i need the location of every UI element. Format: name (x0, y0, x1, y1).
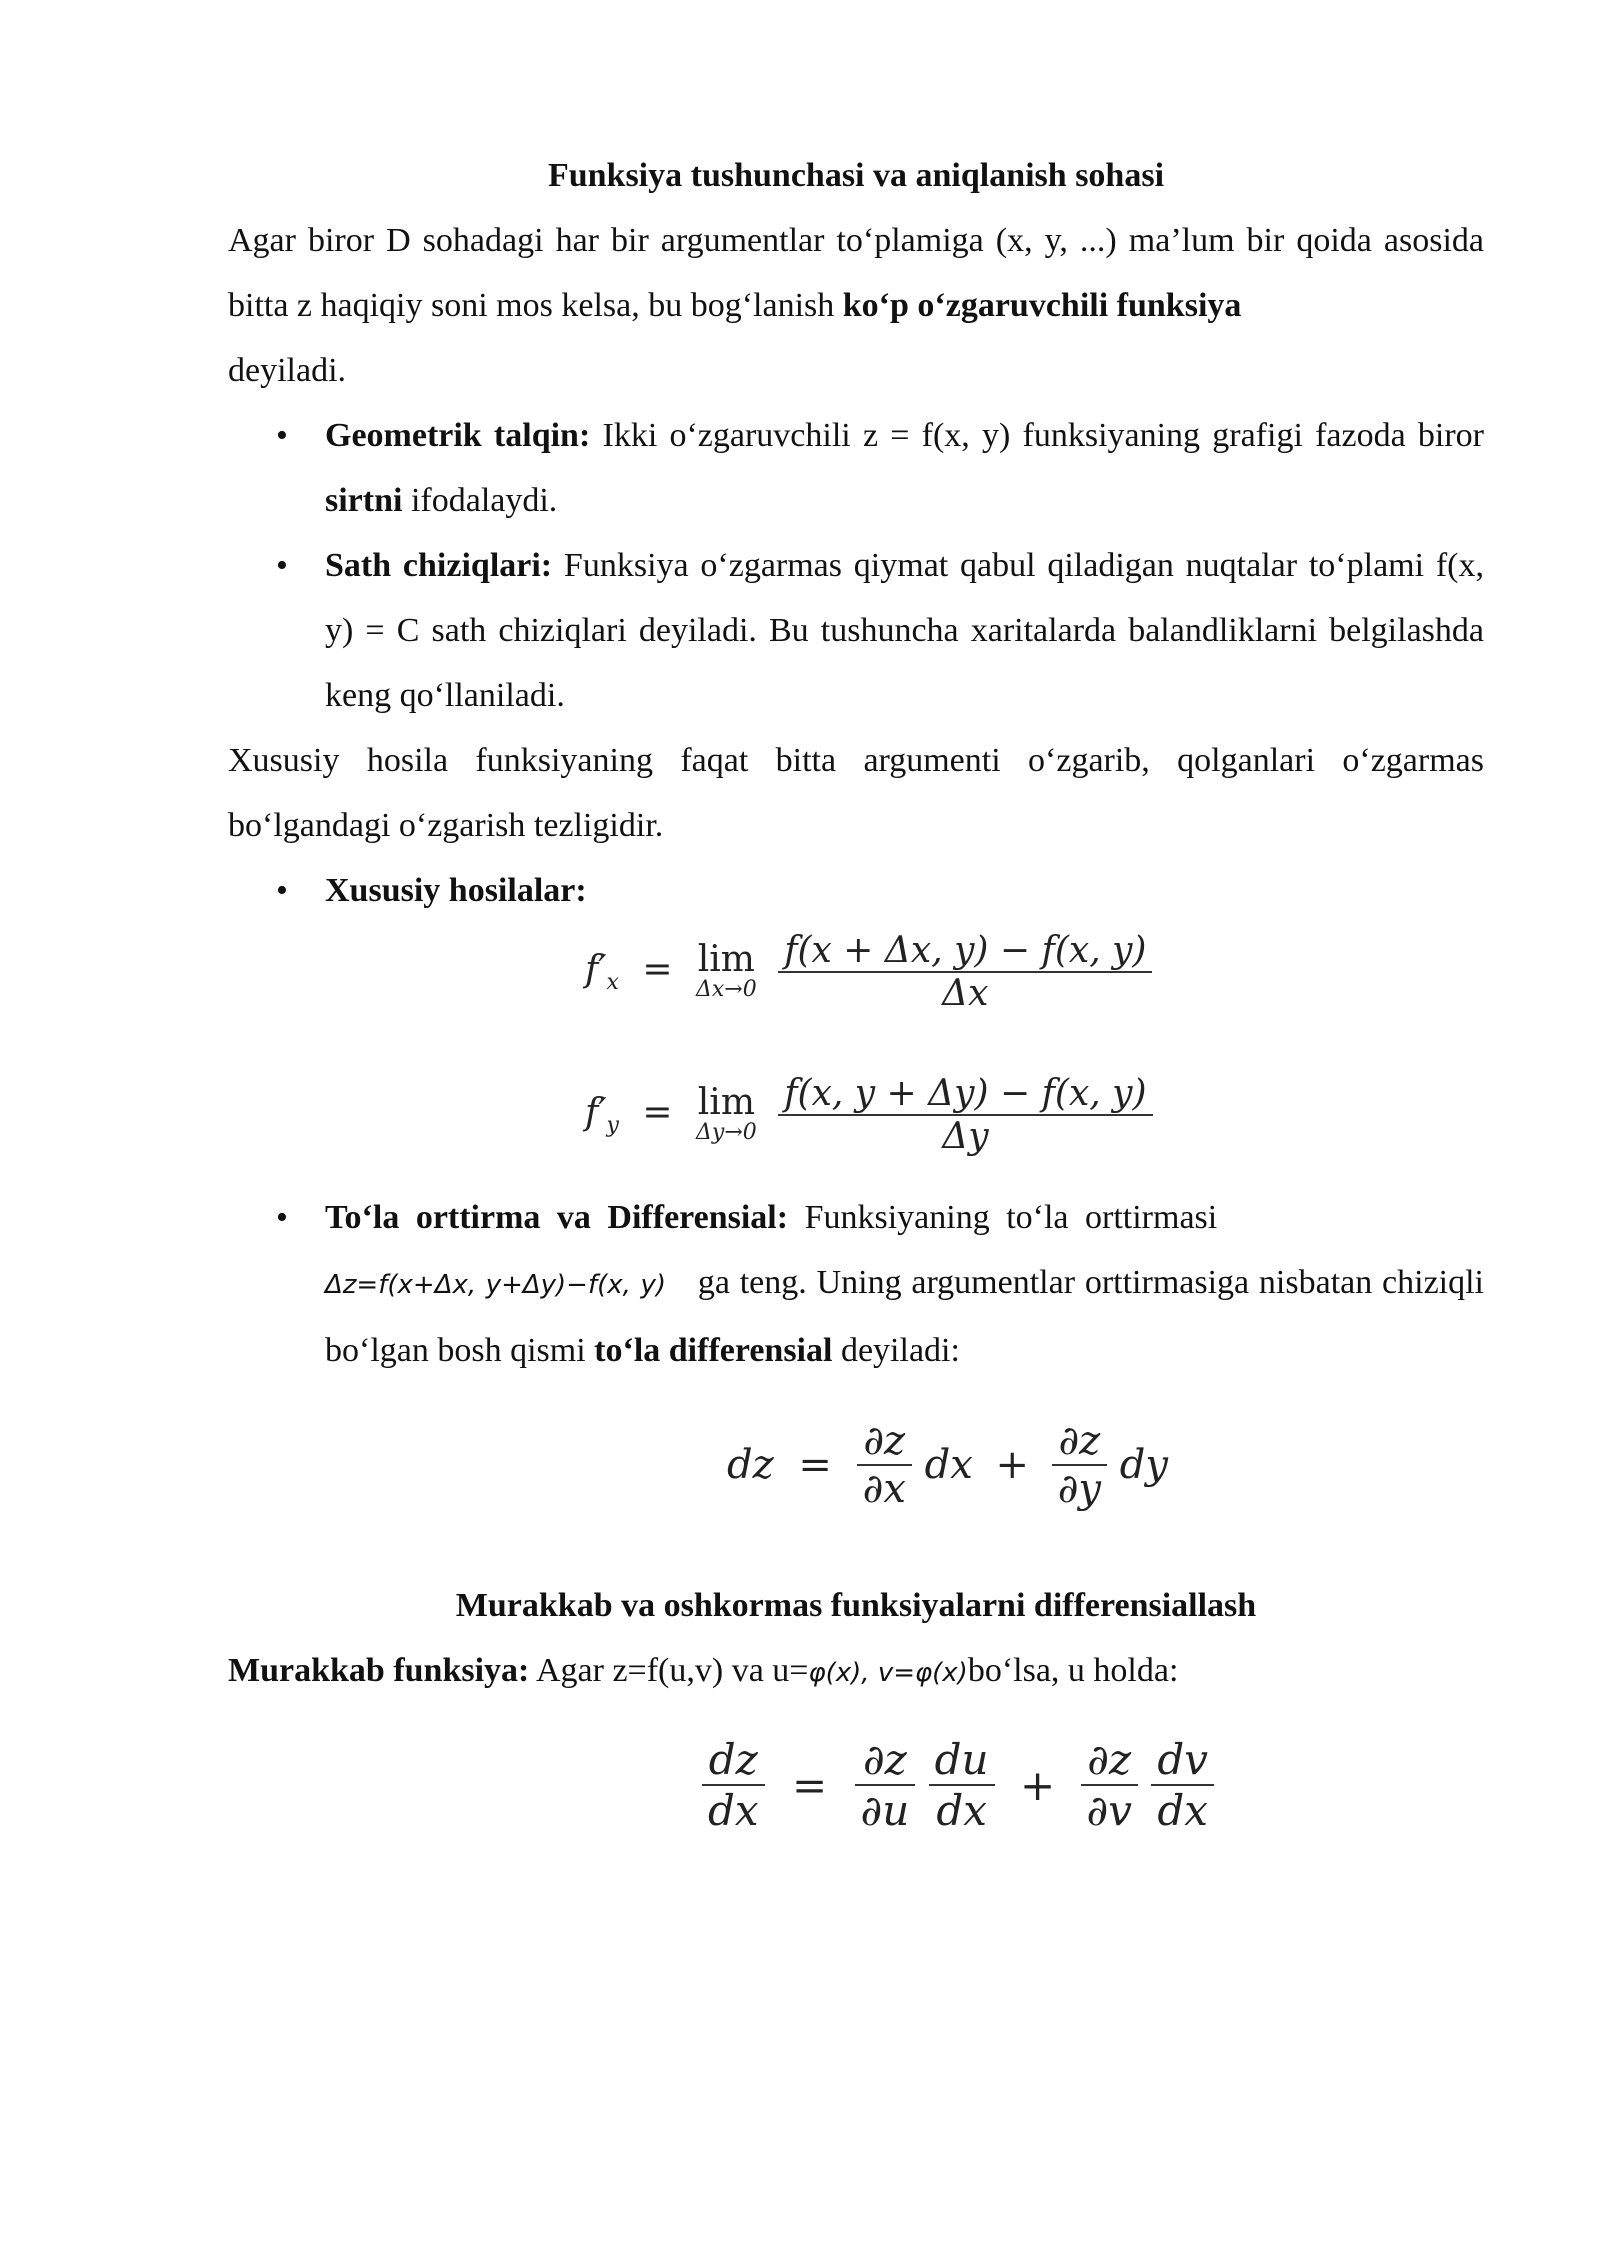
formula-dz-frac1-num: ∂z (863, 1418, 906, 1464)
formula-dz-frac1 (857, 1418, 912, 1512)
section-title: Murakkab va oshkormas funksiyalarni differensiallash (455, 1587, 1257, 1624)
formula-fy-lhs: f′ (585, 1092, 607, 1133)
formula-fy-denominator: Δy (778, 1114, 1152, 1157)
chain-b-num: du (934, 1735, 989, 1784)
chain-plus: + (1019, 1760, 1056, 1810)
bullet-marker: • (276, 547, 288, 584)
chain-d-den: dx (1151, 1784, 1214, 1835)
formula-fy-eq: = (642, 1092, 673, 1133)
formula-fy-numerator: f(x, y + Δy) − f(x, y) (784, 1073, 1147, 1114)
formula-fx-eq: = (642, 949, 673, 990)
chain-a-num: ∂z (862, 1735, 907, 1784)
bullet-level-lines-text: Funksiya o‘zgarmas qiymat qabul qiladigan nuqtalar to‘plami f(x, y) = C sath chiziqlari deyiladi. Bu tushuncha xaritalarda balandliklarni belgilashda keng qo‘llaniladi. (325, 547, 1485, 714)
bullet-partial-label (325, 858, 1484, 923)
formula-partial-y (585, 1073, 1153, 1157)
formula-dz-lhs: dz (727, 1442, 774, 1488)
chain-frac-a (855, 1735, 916, 1835)
bullet-geometric-text1: Ikki o‘zgaruvchili z = f(x, y) funksiyaning grafigi fazoda biror (590, 417, 1485, 454)
chain-d-num: dv (1157, 1735, 1208, 1784)
chain-eq: = (791, 1760, 828, 1810)
intro-paragraph (228, 208, 1484, 403)
intro-bold-term: ko‘p o‘zgaruvchili funksiya (842, 287, 1242, 324)
composite-inline-formula: φ(x), v=φ(x) (808, 1658, 968, 1688)
bullet-geometric (325, 403, 1484, 533)
partial-intro-text: Xususiy hosila funksiyaning faqat bitta argumenti o‘zgarib, qolganlari o‘zgarmas bo‘lgandagi o‘zgarish tezligidir. (228, 742, 1484, 844)
formula-dz-frac2-num: ∂z (1058, 1418, 1101, 1464)
formula-fx-lim-word: lim (697, 939, 755, 980)
chain-c-num: ∂z (1087, 1735, 1132, 1784)
formula-chain-rule (702, 1735, 1214, 1835)
formula-fx-fraction (778, 930, 1152, 1014)
formula-fy-lim-word: lim (697, 1082, 755, 1123)
formula-fy-fraction (778, 1073, 1152, 1157)
composite-function-text (228, 1638, 1484, 1706)
formula-dz-frac2-den: ∂y (1052, 1464, 1107, 1512)
total-bullet-text2: ga teng. Uning argumentlar orttirmasiga nisbatan chiziqli bo‘lgan bosh qismi (325, 1264, 1485, 1369)
chain-lhs-den: dx (702, 1784, 765, 1835)
chain-frac-b (929, 1735, 995, 1835)
formula-dz-plus: + (995, 1442, 1030, 1488)
chain-lhs-frac (702, 1735, 765, 1835)
chain-c-den: ∂v (1081, 1784, 1138, 1835)
formula-fx-denominator: Δx (778, 971, 1152, 1014)
composite-function-paragraph (228, 1638, 1484, 1706)
partial-bullet-label: Xususiy hosilalar: (325, 872, 587, 909)
formula-partial-x (585, 930, 1152, 1014)
intro-text-part1: Agar biror D sohadagi har bir argumentlar to‘plamiga (x, y, ...) ma’lum bir qoida asosida bitta z haqiqiy soni mos kelsa, bu bog‘lanish (228, 222, 1484, 324)
formula-dz-frac2 (1052, 1418, 1107, 1512)
bullet-geometric-text2: ifodalaydi. (402, 482, 558, 519)
formula-fx-lhs-sub: x (606, 970, 619, 996)
bullet-total-differential (325, 1185, 1484, 1250)
chain-a-den: ∂u (855, 1784, 916, 1835)
intro-text (228, 208, 1484, 338)
bullet-marker: • (276, 1199, 288, 1236)
formula-fy-lim (696, 1082, 757, 1145)
formula-fx-lim-sub: Δx→0 (696, 977, 757, 1002)
formula-dz-dx: dx (924, 1442, 973, 1488)
bullet-geometric-bold2: sirtni (325, 482, 403, 519)
total-bullet-label: To‘la orttirma va Differensial: (325, 1199, 789, 1236)
chain-b-den: dx (929, 1784, 995, 1835)
bullet-total-differential-cont (325, 1250, 1484, 1383)
partial-intro (228, 728, 1484, 858)
bullet-level-lines-label: Sath chiziqlari: (325, 547, 553, 584)
chain-frac-c (1081, 1735, 1138, 1835)
chain-frac-d (1151, 1735, 1214, 1835)
formula-fy-lhs-sub: y (606, 1113, 619, 1139)
composite-text1: Agar z=f(u,v) va u= (529, 1652, 809, 1689)
chain-lhs-num: dz (708, 1735, 758, 1784)
total-bullet-text1: Funksiyaning to‘la orttirmasi (788, 1199, 1218, 1236)
total-inline-formula: Δz=f(x+Δx, y+Δy)−f(x, y) (325, 1270, 667, 1300)
composite-text2: bo‘lsa, u holda: (967, 1652, 1179, 1689)
formula-dz-frac1-den: ∂x (857, 1464, 912, 1512)
formula-fx-numerator: f(x + Δx, y) − f(x, y) (784, 930, 1147, 971)
bullet-marker: • (276, 872, 288, 909)
section-title: Funksiya tushunchasi va aniqlanish sohasi (547, 157, 1165, 194)
formula-total-differential (727, 1418, 1168, 1512)
bullet-geometric-label: Geometrik talqin: (325, 417, 591, 454)
formula-fx-lhs: f′ (585, 949, 607, 990)
intro-text-end: deyiladi. (228, 352, 347, 389)
formula-dz-eq: = (798, 1442, 832, 1488)
total-bullet-bold2: to‘la differensial (594, 1332, 833, 1369)
formula-fy-lim-sub: Δy→0 (696, 1120, 757, 1145)
bullet-level-lines (325, 533, 1484, 728)
formula-dz-dy: dy (1119, 1442, 1168, 1488)
total-bullet-text3: deyiladi: (832, 1332, 960, 1369)
formula-fx-lim (696, 939, 757, 1002)
composite-function-label: Murakkab funksiya: (228, 1652, 530, 1689)
bullet-marker: • (276, 417, 288, 454)
